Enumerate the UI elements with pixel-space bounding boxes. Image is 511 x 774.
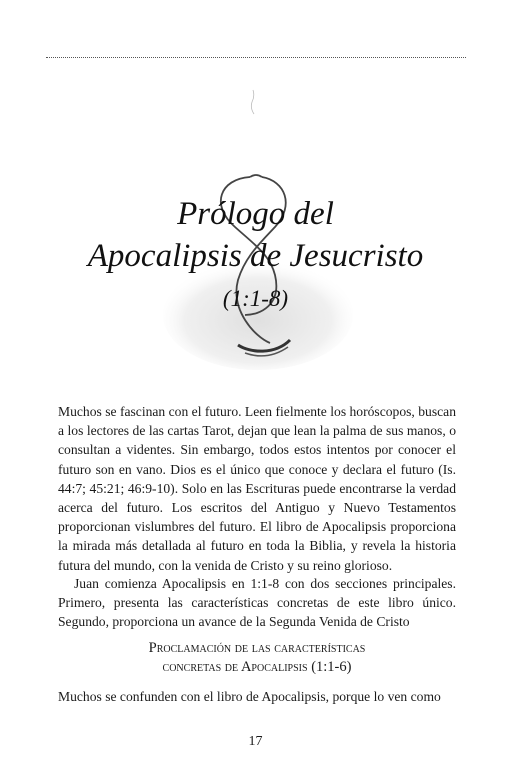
chapter-title-line2: Apocalipsis de Jesucristo bbox=[87, 238, 424, 274]
paragraph-intro: Muchos se fascinan con el futuro. Leen fielmente los horóscopos, buscan a los lectores de las cartas Tarot, dejan que lean la palma de sus manos, o consultan a videntes. Sin embargo, todos estos intentos por conocer el futuro son en vano. Dios es el único que conoce y declara el futuro (Is. 44:7; 45:21; 46:9-10). Solo en las Escrituras puede encontrarse la verdad acerca del futuro. Los escritos del Antiguo y Nuevo Testamentos proporcionan vislumbres del futuro. El libro de Apocalipsis proporciona la mirada más detallada al futuro en toda la Biblia, y revela la historia futura del mundo, con la venida de Cristo y su reino glorioso. bbox=[58, 404, 456, 573]
section-heading-line1: Proclamación de las características bbox=[148, 640, 366, 656]
paragraph-sections: Juan comienza Apocalipsis en 1:1-8 con dos secciones principales. Primero, presenta las características concretas de este libro único. Segundo, proporciona un avance de la Segunda Venida de Cristo bbox=[58, 576, 456, 630]
chapter-subtitle: (1:1-8) bbox=[222, 286, 289, 311]
decorative-speck bbox=[248, 88, 258, 116]
top-dotted-rule bbox=[46, 57, 466, 58]
section-heading-line2: concretas de Apocalipsis (1:1-6) bbox=[162, 659, 352, 675]
page-number: 17 bbox=[248, 734, 263, 749]
section-heading bbox=[58, 639, 456, 677]
chapter-title-line1: Prólogo del bbox=[177, 196, 334, 232]
paragraph-continuation: Muchos se confunden con el libro de Apocalipsis, porque lo ven como bbox=[58, 689, 441, 704]
